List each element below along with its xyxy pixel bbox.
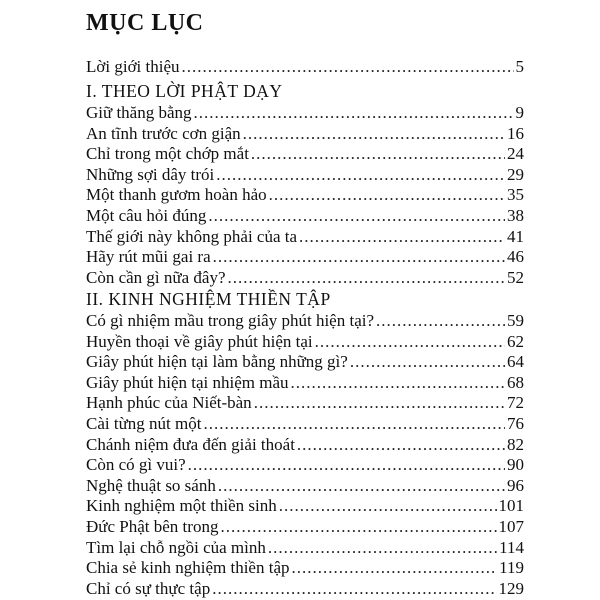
toc-entry-page: 38 [507,206,524,225]
toc-entry-label: Kinh nghiệm một thiền sinh [86,496,277,516]
toc-entry [86,434,524,456]
toc-entry [86,454,524,476]
dot-leader [254,392,505,414]
dot-leader [350,351,505,373]
dot-leader [315,331,505,353]
toc-entry-page: 5 [515,57,524,76]
toc-entry-label: Một câu hỏi đúng [86,206,207,225]
toc-entry [86,392,524,414]
dot-leader [297,434,505,456]
dot-leader [182,56,514,78]
toc-entry-page: 101 [498,496,524,516]
dot-leader [216,164,505,186]
toc-entry-label: Hạnh phúc của Niết-bàn [86,393,252,413]
toc-entry [86,310,524,332]
toc-entry [86,267,524,289]
toc-entry [86,246,524,268]
toc-entry [86,372,524,394]
dot-leader [299,226,505,248]
toc-entry-label: Thế giới này không phải của ta [86,226,298,246]
toc-entry-label: Có gì nhiệm mầu trong giây phút hiện tại? [86,311,375,330]
toc-entry-page: 119 [499,558,524,578]
toc-entry-label: Đức Phật bên trong [86,517,219,536]
toc-entry-page: 82 [507,434,524,454]
toc-entry-label: Nghệ thuật so sánh [86,475,216,495]
dot-leader [213,246,505,268]
toc-entry-page: 29 [507,164,524,184]
toc-entry-page: 46 [507,247,524,267]
toc-entry [86,495,524,517]
toc-entry [86,351,524,373]
toc-entry-page: 59 [507,311,524,330]
toc-entry-page: 52 [507,267,524,287]
dot-leader [268,537,497,559]
toc-entry-label: Tìm lại chỗ ngồi của mình [86,537,266,557]
page-title: MỤC LỤC [86,10,204,36]
toc-entry-label: Huyền thoại về giây phút hiện tại [86,331,313,351]
toc-entry-label: Chia sẻ kinh nghiệm thiền tập [86,558,290,578]
toc-entry-page: 24 [507,144,524,164]
toc-entry [86,205,524,227]
toc-entry-label: Giây phút hiện tại nhiệm mầu [86,372,289,392]
dot-leader [220,516,496,538]
toc-entry-page: 62 [507,331,524,351]
dot-leader [279,495,497,517]
toc-entry-label: An tĩnh trước cơn giận [86,123,241,143]
dot-leader [269,184,505,206]
toc-entry-intro [86,56,524,78]
toc-entry-page: 68 [507,372,524,392]
toc-entry [86,413,524,435]
toc-entry-page: 41 [507,226,524,246]
toc-entry-page: 129 [498,578,524,598]
toc-entry-label: Giây phút hiện tại làm bằng những gì? [86,352,348,372]
toc-entry-label: Chỉ trong một chớp mắt [86,144,249,164]
toc-entry-page: 114 [499,537,524,557]
toc-entry [86,537,524,559]
toc-entry [86,123,524,145]
dot-leader [291,372,505,394]
toc-entry-label: Lời giới thiệu [86,57,180,76]
toc-entry-page: 76 [507,414,524,433]
toc-entry-page: 35 [507,185,524,205]
dot-leader [194,102,514,124]
toc-entry [86,164,524,186]
dot-leader [251,143,505,165]
toc-entry [86,184,524,206]
dot-leader [376,310,505,332]
toc-entry [86,102,524,124]
dot-leader [208,205,505,227]
toc-entry-label: Còn có gì vui? [86,455,186,475]
toc-entry [86,516,524,538]
toc-entry-label: Một thanh gươm hoàn hảo [86,185,267,205]
toc-entry [86,475,524,497]
toc-entry-page: 107 [498,517,524,536]
toc-entry [86,143,524,165]
toc-entry [86,578,524,600]
toc-entry [86,331,524,353]
toc-entry-page: 90 [507,455,524,475]
toc-entry-label: Cài từng nút một [86,414,202,433]
dot-leader [243,123,505,145]
dot-leader [292,557,498,579]
dot-leader [203,413,505,435]
section-heading-2: II. KINH NGHIỆM THIỀN TẬP [86,289,331,309]
toc-entry-page: 9 [515,103,524,122]
section-heading-1: I. THEO LỜI PHẬT DẠY [86,81,283,101]
toc-entry-page: 72 [507,393,524,413]
toc-entry-label: Chánh niệm đưa đến giải thoát [86,434,295,454]
dot-leader [188,454,505,476]
toc-entry-page: 16 [507,123,524,143]
dot-leader [228,267,505,289]
toc-entry-label: Còn cần gì nữa đây? [86,267,226,287]
toc-entry-label: Giữ thăng bằng [86,103,192,122]
toc-entry-label: Hãy rút mũi gai ra [86,247,211,267]
toc-entry [86,557,524,579]
toc-entry-label: Chỉ có sự thực tập [86,578,211,598]
toc-entry-page: 64 [507,352,524,372]
dot-leader [218,475,505,497]
dot-leader [212,578,496,600]
toc-entry-page: 96 [507,475,524,495]
toc-entry [86,226,524,248]
toc-entry-label: Những sợi dây trói [86,164,215,184]
